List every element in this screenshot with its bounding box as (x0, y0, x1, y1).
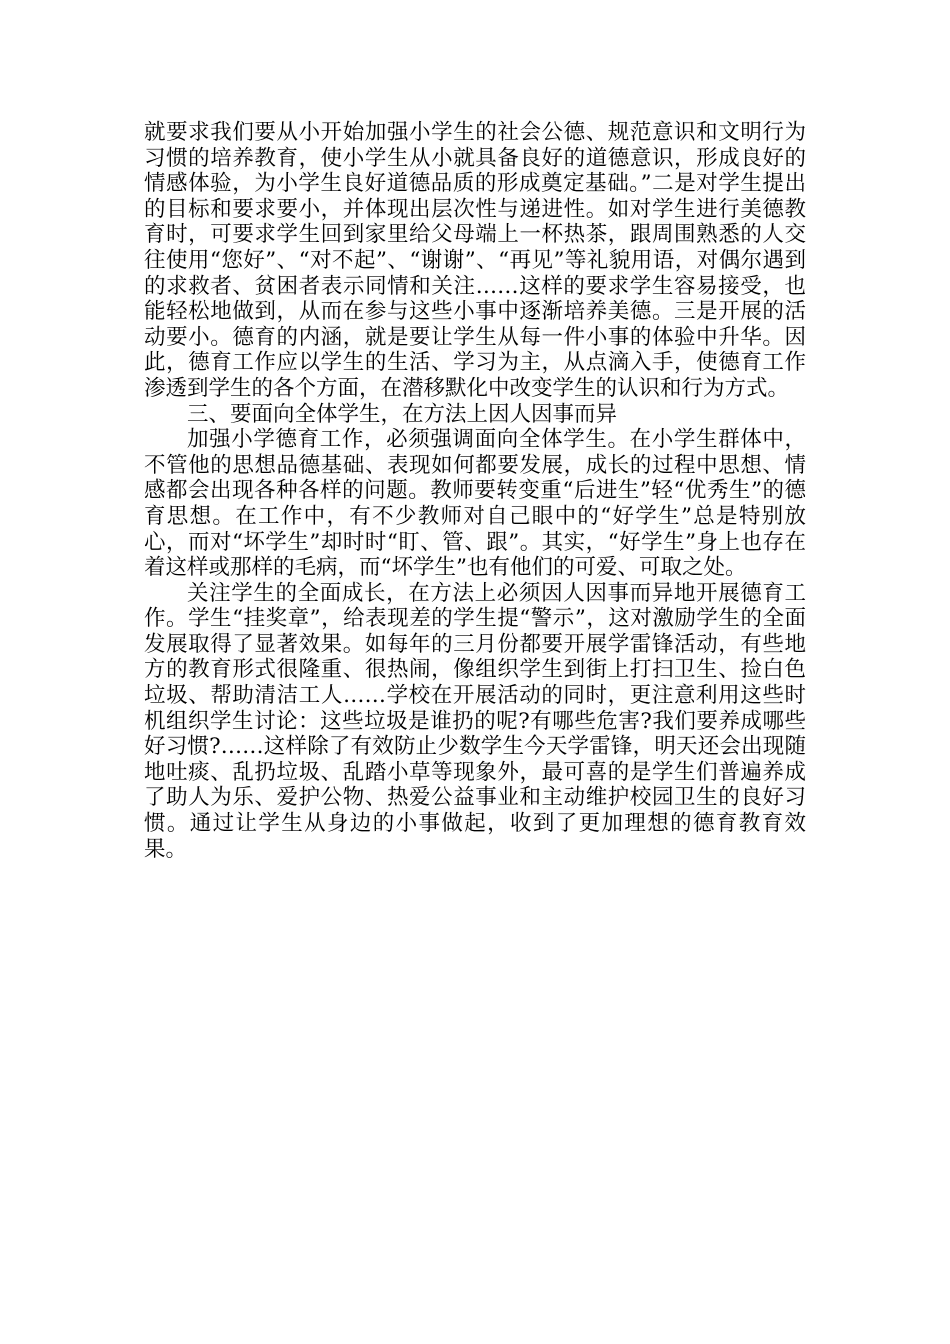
document-page (144, 120, 806, 862)
section-heading: 三、要面向全体学生，在方法上因人因事而异 (187, 401, 618, 427)
paragraph-continuation: 就要求我们要从小开始加强小学生的社会公德、规范意识和文明行为习惯的培养教育，使小学生从小就具备良好的道德意识，形成良好的情感体验，为小学生良好道德品质的形成奠定基础。”二是对学生提出的目标和要求要小，并体现出层次性与递进性。如对学生进行美德教育时，可要求学生回到家里给父母端上一杯热茶，跟周围熟悉的人交往使用“您好”、“对不起”、“谢谢”、“再见”等礼貌用语，对偶尔遇到的求救者、贫困者表示同情和关注……这样的要求学生容易接受，也能轻松地做到，从而在参与这些小事中逐渐培养美德。三是开展的活动要小。德育的内涵，就是要让学生从每一件小事的体验中升华。因此，德育工作应以学生的生活、学习为主，从点滴入手，使德育工作渗透到学生的各个方面，在潜移默化中改变学生的认识和行为方式。 (144, 120, 806, 401)
paragraph-overall-growth: 关注学生的全面成长，在方法上必须因人因事而异地开展德育工作。学生“挂奖章”，给表现差的学生提“警示”，这对激励学生的全面发展取得了显著效果。如每年的三月份都要开展学雷锋活动，有些地方的教育形式很隆重、很热闹，像组织学生到街上打扫卫生、捡白色垃圾、帮助清洁工人……学校在开展活动的同时，更注意利用这些时机组织学生讨论：这些垃圾是谁扔的呢?有哪些危害?我们要养成哪些好习惯?……这样除了有效防止少数学生今天学雷锋，明天还会出现随地吐痰、乱扔垃圾、乱踏小草等现象外，最可喜的是学生们普遍养成了助人为乐、爱护公物、热爱公益事业和主动维护校园卫生的良好习惯。通过让学生从身边的小事做起，收到了更加理想的德育教育效果。 (144, 580, 806, 862)
paragraph-whole-student-body: 加强小学德育工作，必须强调面向全体学生。在小学生群体中，不管他的思想品德基础、表现如何都要发展，成长的过程中思想、情感都会出现各种各样的问题。教师要转变重“后进生”轻“优秀生”的德育思想。在工作中，有不少教师对自己眼中的“好学生”总是特别放心，而对“坏学生”却时时“盯、管、跟”。其实，“好学生”身上也存在着这样或那样的毛病，而“坏学生”也有他们的可爱、可取之处。 (144, 427, 807, 581)
